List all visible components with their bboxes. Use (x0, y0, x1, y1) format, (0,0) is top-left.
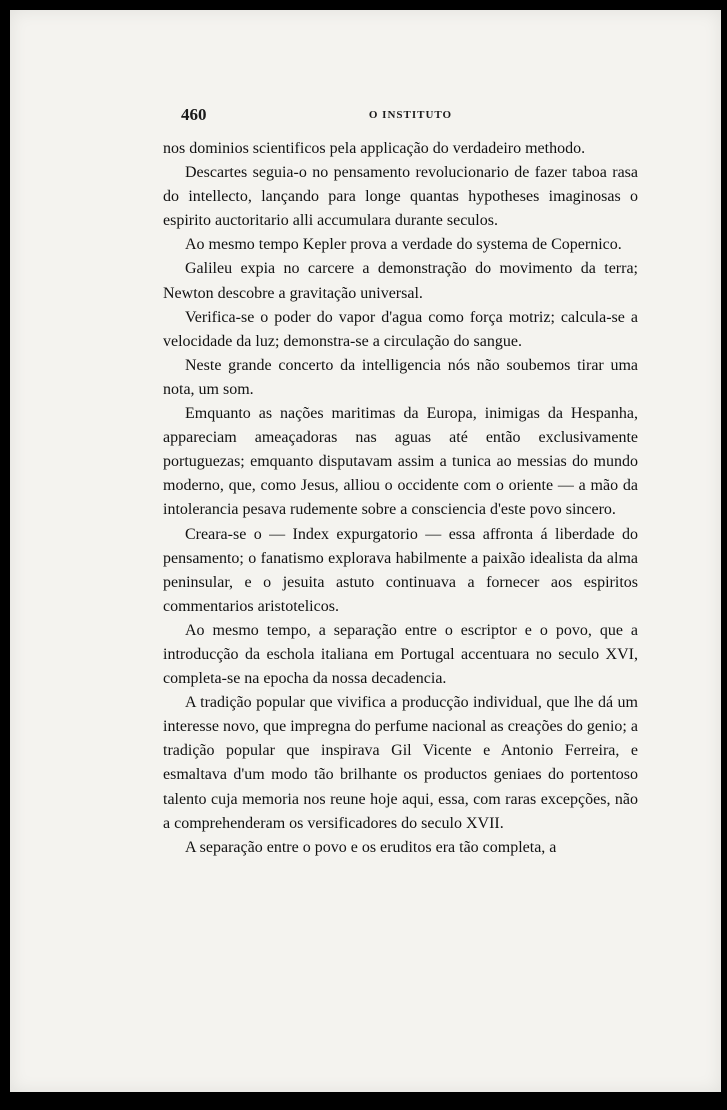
paragraph: nos dominios scientificos pela applicação do verdadeiro methodo. (163, 140, 586, 157)
body-text (163, 137, 638, 860)
paragraph: Neste grande concerto da intelligencia nós não soubemos tirar uma nota, um som. (163, 356, 638, 398)
paragraph: Galileu expia no carcere a demonstração do movimento da terra; Newton descobre a gravitação universal. (163, 260, 638, 302)
paragraph: Verifica-se o poder do vapor d'agua como força motriz; calcula-se a velocidade da luz; demonstra-se a circulação do sangue. (163, 308, 638, 350)
page-header (173, 105, 648, 127)
paragraph: Descartes seguia-o no pensamento revolucionario de fazer taboa rasa do intellecto, lançando para longe quantas hypotheses imaginosas o espirito auctoritario alli accumulara durante seculos. (163, 164, 638, 230)
page-number: 460 (181, 105, 207, 124)
paragraph: Creara-se o — Index expurgatorio — essa affronta á liberdade do pensamento; o fanatismo explorava habilmente a paixão idealista da alma peninsular, e o jesuita astuto continuava a fornecer aos espiritos commentarios aristotelicos. (163, 525, 638, 615)
paragraph: A separação entre o povo e os eruditos era tão completa, a (185, 838, 557, 856)
paragraph: Ao mesmo tempo Kepler prova a verdade do systema de Copernico. (185, 236, 622, 254)
paragraph: Ao mesmo tempo, a separação entre o escriptor e o povo, que a introducção da eschola italiana em Portugal accentuara no seculo XVI, completa-se na epocha da nossa decadencia. (163, 621, 638, 688)
running-head: O INSTITUTO (368, 109, 453, 121)
paragraph: A tradição popular que vivifica a producção individual, que lhe dá um interesse novo, que impregna do perfume nacional as creações do genio; a tradição popular que inspirava Gil Vicente e Antonio Ferreira, e esmaltava d'um modo tão brilhante os productos geniaes do portentoso talento cuja memoria nos reune hoje aqui, essa, com raras excepções, não a comprehenderam os versificadores do seculo XVII. (163, 694, 638, 832)
paragraph: Emquanto as nações maritimas da Europa, inimigas da Hespanha, appareciam ameaçadoras nas aguas até então exclusivamente portuguezas; emquanto disputavam assim a tunica ao messias do mundo moderno, que, como Jesus, alliou o occidente com o oriente — a mão da intolerancia pesava rudemente sobre a consciencia d'este povo sincero. (163, 405, 638, 519)
